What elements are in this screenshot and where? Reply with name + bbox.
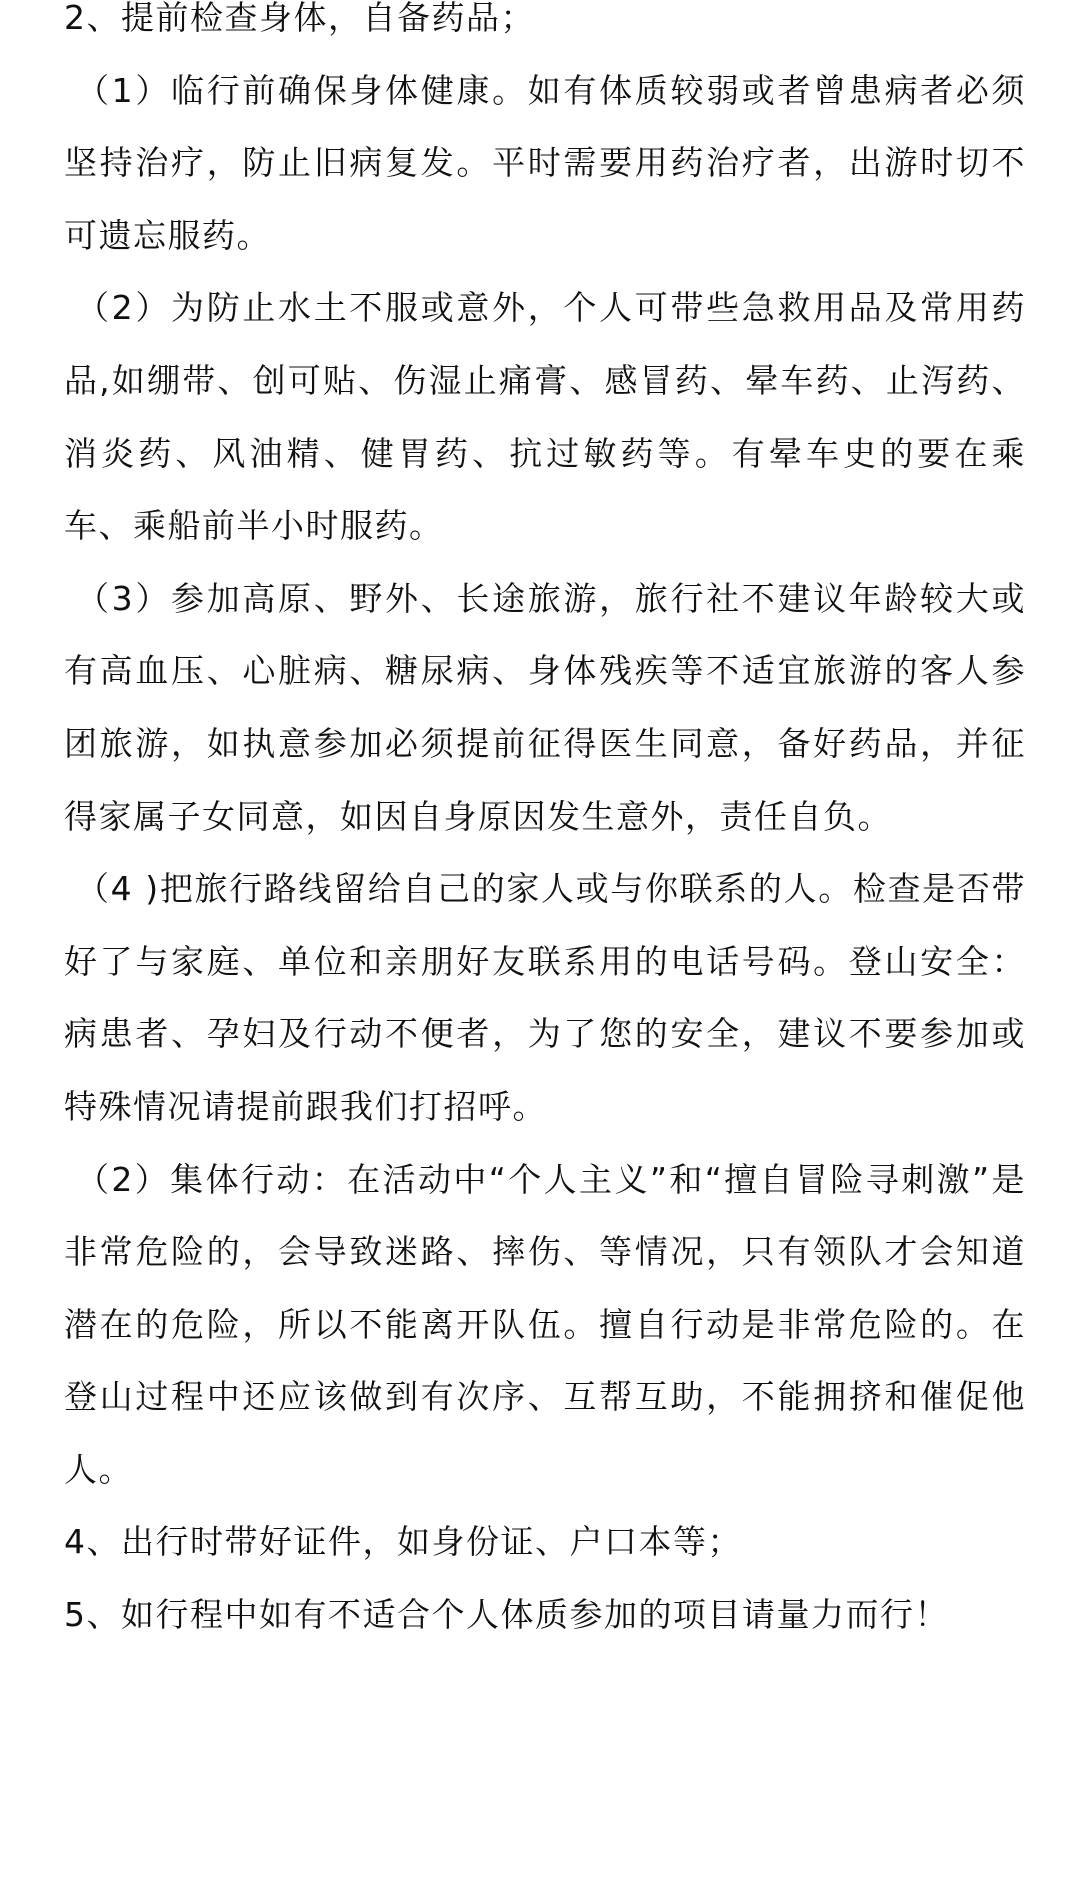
subitem-2-3-paragraph: （3）参加高原、野外、长途旅游，旅行社不建议年龄较大或有高血压、心脏病、糖尿病、身体残疾等不适宜旅游的客人参团旅游，如执意参加必须提前征得医生同意，备好药品，并征得家属子女同意，如因自身原因发生意外，责任自负。 bbox=[64, 578, 1026, 836]
subitem-2-5-paragraph: （2）集体行动：在活动中“个人主义”和“擅自冒险寻刺激”是非常危险的，会导致迷路、摔伤、等情况，只有领队才会知道潜在的危险，所以不能离开队伍。擅自行动是非常危险的。在登山过程中还应该做到有次序、互帮互助，不能拥挤和催促他人。 bbox=[64, 1159, 1026, 1489]
subitem-2-4-paragraph: （4 )把旅行路线留给自己的家人或与你联系的人。检查是否带好了与家庭、单位和亲朋好友联系用的电话号码。登山安全：病患者、孕妇及行动不便者，为了您的安全，建议不要参加或特殊情况请提前跟我们打招呼。 bbox=[64, 869, 1026, 1126]
item-4-paragraph: 4、出行时带好证件，如身份证、户口本等； bbox=[64, 1522, 742, 1562]
subitem-2-2-paragraph: （2）为防止水土不服或意外，个人可带些急救用品及常用药品,如绷带、创可贴、伤湿止痛膏、感冒药、晕车药、止泻药、消炎药、风油精、健胃药、抗过敏药等。有晕车史的要在乘车、乘船前半小时服药。 bbox=[64, 288, 1026, 546]
subitem-2-1-paragraph: （1）临行前确保身体健康。如有体质较弱或者曾患病者必须坚持治疗，防止旧病复发。平时需要用药治疗者，出游时切不可遗忘服药。 bbox=[64, 70, 1026, 255]
document-body bbox=[64, 0, 1026, 1652]
item-5-paragraph: 5、如行程中如有不适合个人体质参加的项目请量力而行！ bbox=[64, 1595, 949, 1635]
item-2-heading: 2、提前检查身体，自备药品； bbox=[64, 0, 535, 37]
